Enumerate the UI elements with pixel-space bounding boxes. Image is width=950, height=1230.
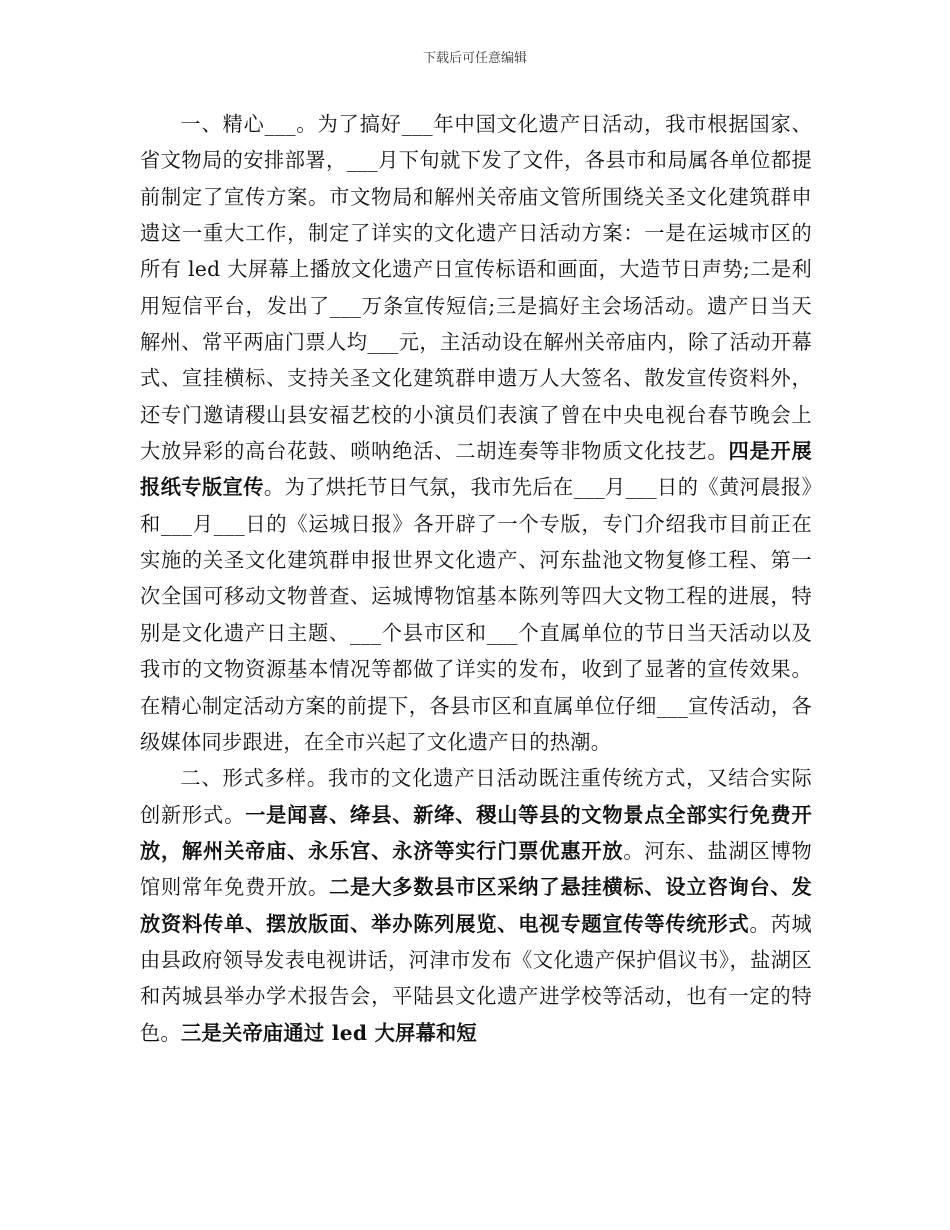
header-text: 下载后可任意编辑 <box>422 51 527 66</box>
paragraph-1 <box>140 106 812 760</box>
paragraph-1-run-bold: 四是开展报纸专版宣传 <box>140 439 813 500</box>
paragraph-2-run: 二、形式多样。我市的文化遗产日活动既注重传统方式，又结合实际创新形式。 <box>140 766 812 827</box>
paragraph-2-run-bold: 一是闻喜、绛县、新绛、稷山等县的文物景点全部实行免费开放，解州关帝庙、永乐宫、永济等实行门票优惠开放 <box>140 802 812 863</box>
paragraph-2-run: 。芮城由县政府领导发表电视讲话，河津市发布《文化遗产保护倡议书》，盐湖区和芮城县举办学术报告会，平陆县文化遗产进学校等活动，也有一定的特色。 <box>140 911 812 1045</box>
paragraph-2 <box>140 760 812 1051</box>
paragraph-2-run: 。河东、盐湖区博物馆则常年免费开放。 <box>140 838 813 900</box>
paragraph-2-run-bold: 二是大多数县市区采纳了悬挂横标、设立咨询台、发放资料传单、摆放版面、举办陈列展览、电视专题宣传等传统形式 <box>140 875 813 936</box>
page-header <box>0 50 950 68</box>
document-body <box>140 106 812 1051</box>
paragraph-1-run: 。为了烘托节日气氛，我市先后在___月___日的《黄河晨报》和___月___日的《运城日报》各开辟了一个专版，专门介绍我市目前正在实施的关圣文化建筑群申报世界文化遗产、河东盐池文物复修工程、第一次全国可移动文物普查、运城博物馆基本陈列等四大文物工程的进展，特别是文化遗产日主题、___个县市区和___个直属单位的节日当天活动以及我市的文物资源基本情况等都做了详实的发布，收到了显著的宣传效果。在精心制定活动方案的前提下，各县市区和直属单位仔细___宣传活动，各级媒体同步跟进，在全市兴起了文化遗产日的热潮。 <box>140 475 812 754</box>
paragraph-1-run: 一、精心___。为了搞好___年中国文化遗产日活动，我市根据国家、省文物局的安排部署，___月下旬就下发了文件，各县市和局属各单位都提前制定了宣传方案。市文物局和解州关帝庙文管所围绕关圣文化建筑群申遗这一重大工作，制定了详实的文化遗产日活动方案：一是在运城市区的所有 led 大屏幕上播放文化遗产日宣传标语和画面，大造节日声势;二是利用短信平台，发出了___万条宣传短信;三是搞好主会场活动。遗产日当天解州、常平两庙门票人均___元，主活动设在解州关帝庙内，除了活动开幕式、宣挂横标、支持关圣文化建筑群申遗万人大签名、散发宣传资料外，还专门邀请稷山县安福艺校的小演员们表演了曾在中央电视台春节晚会上大放异彩的高台花鼓、唢呐绝活、二胡连奏等非物质文化技艺。 <box>140 112 812 464</box>
paragraph-2-run-bold: 三是关帝庙通过 led 大屏幕和短 <box>180 1020 478 1045</box>
